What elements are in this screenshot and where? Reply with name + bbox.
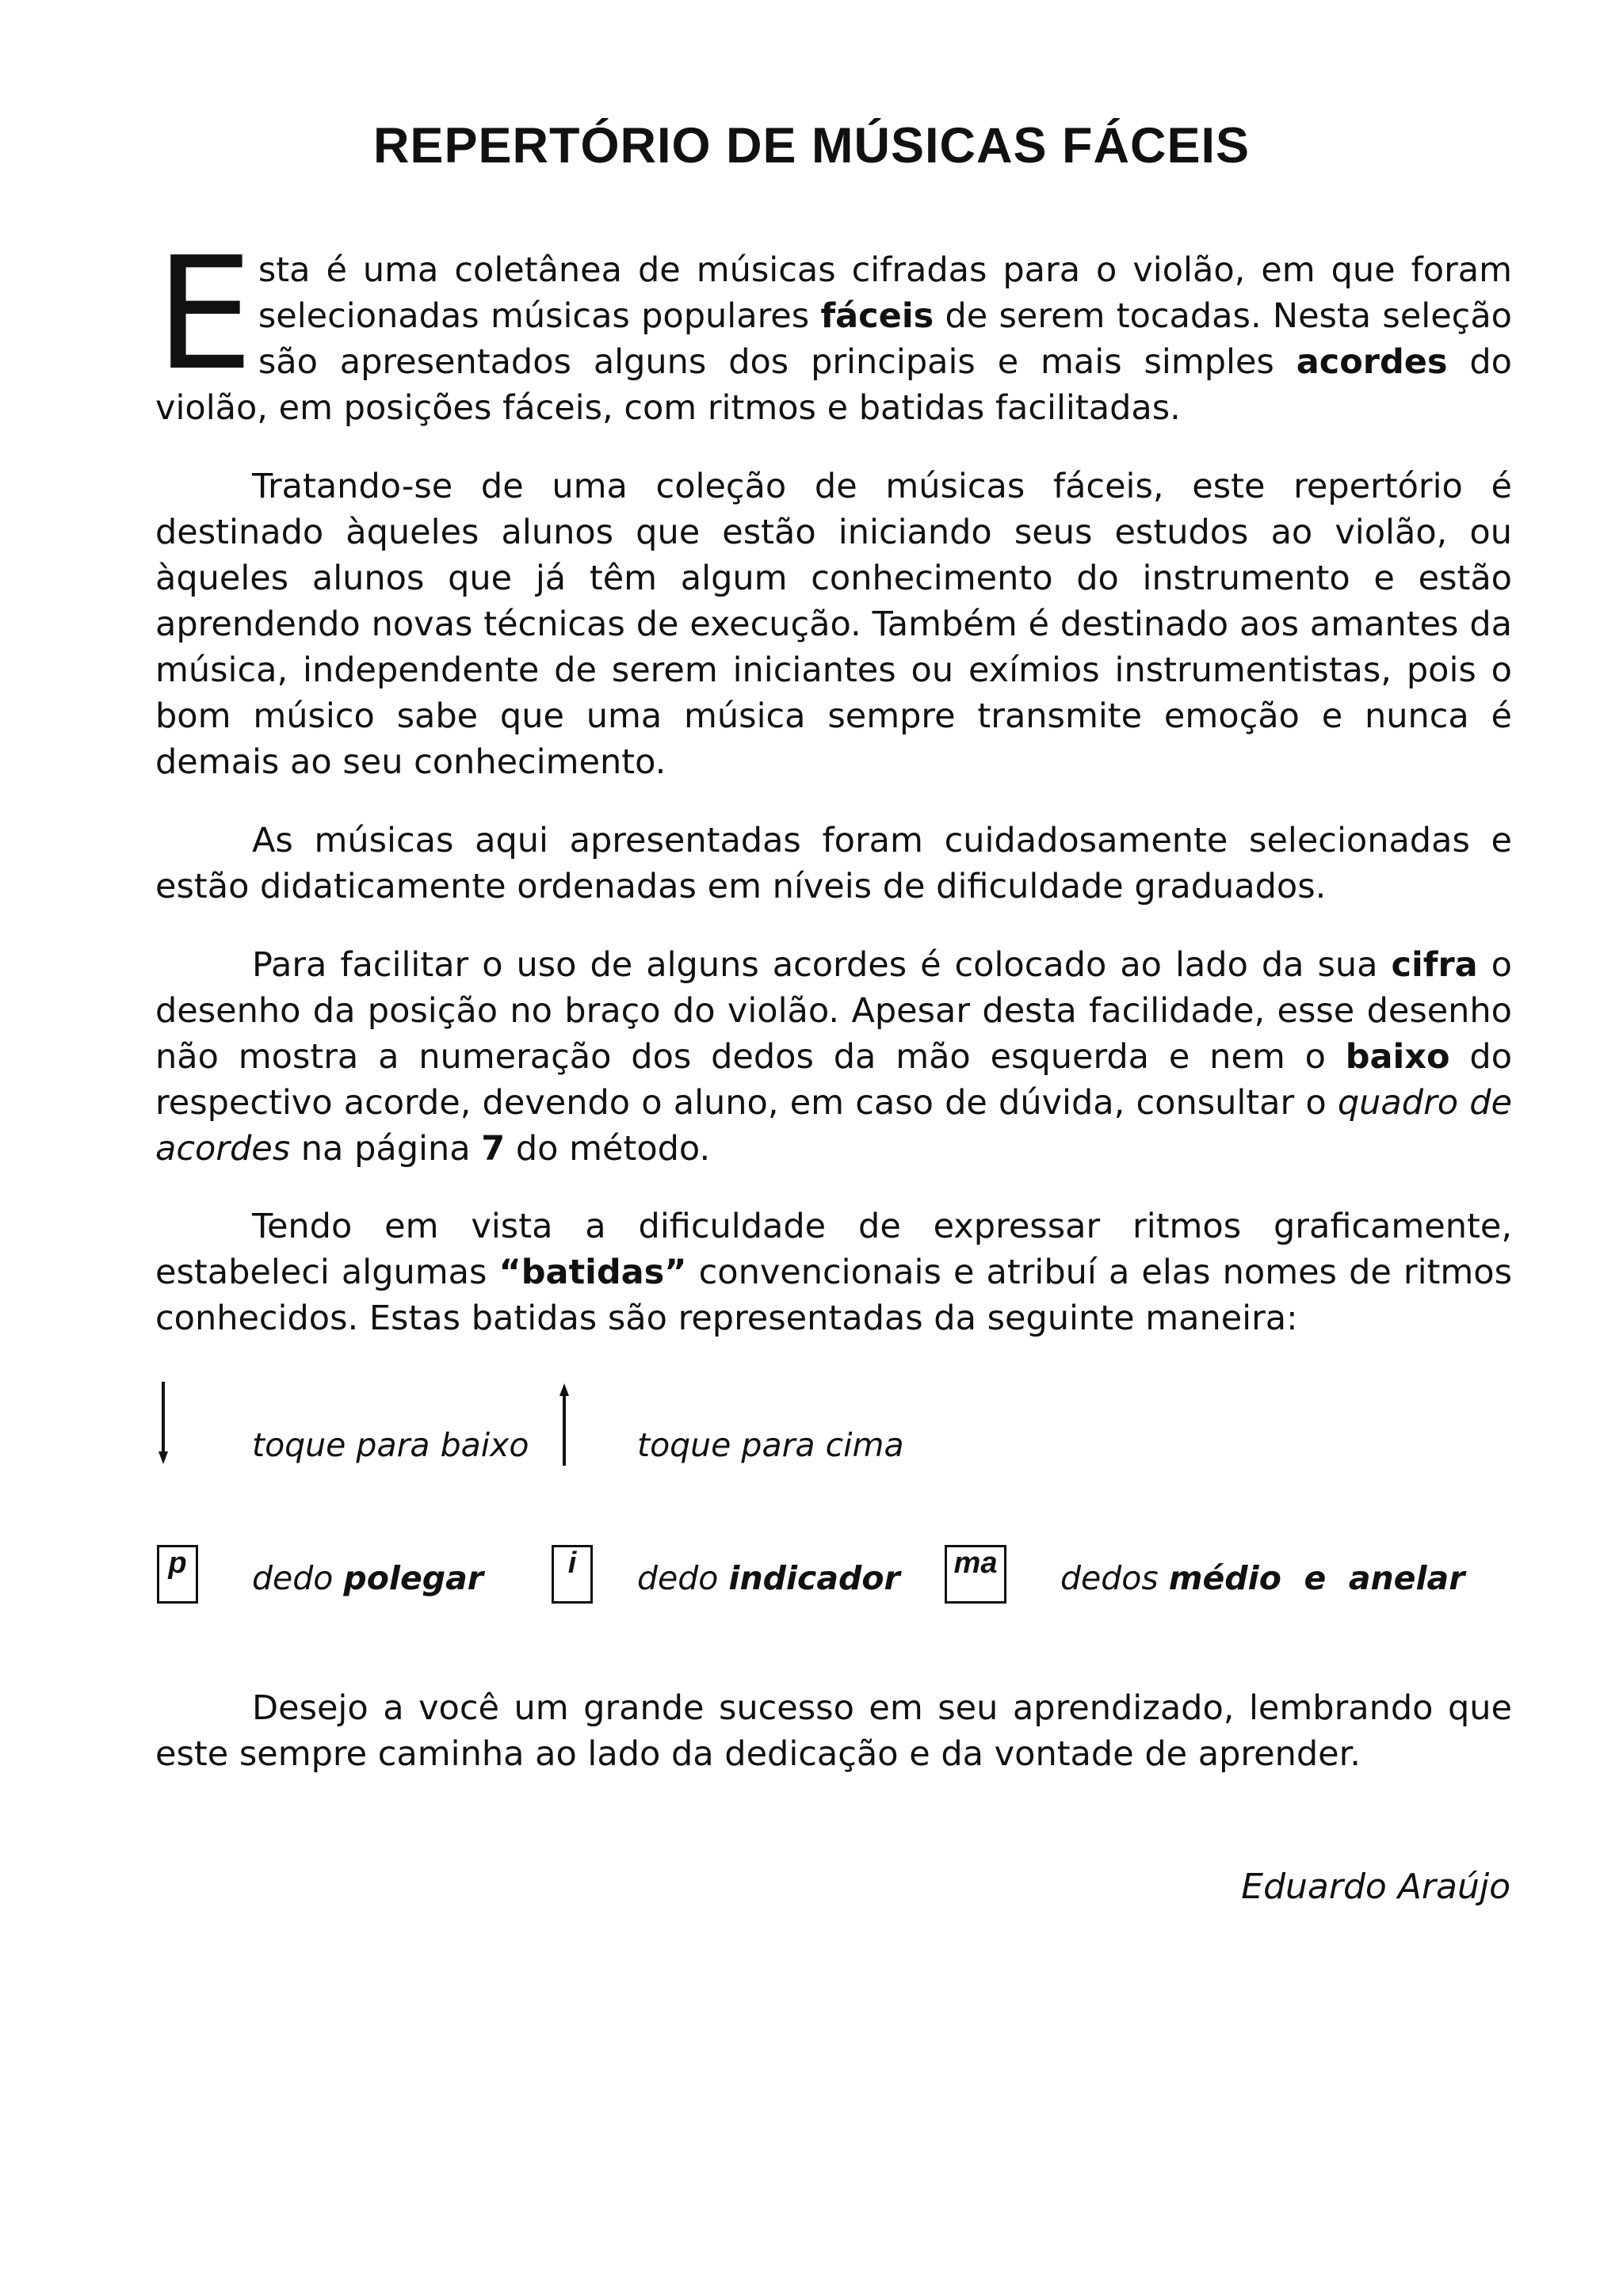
index-symbol-box: i (552, 1545, 593, 1604)
middle-ring-symbol-box: ma (945, 1545, 1006, 1604)
p4-bold-cifra: cifra (1391, 945, 1478, 985)
middle-ring-label (1060, 1559, 1465, 1597)
stroke-up-label: toque para cima (637, 1426, 904, 1464)
p5-text-1: Tendo em vista a dificuldade de expressar ritmos graficamente, estabeleci algumas (155, 1207, 1512, 1292)
paragraph-audience: Tratando-se de uma coleção de músicas fáceis, este repertório é destinado àqueles alunos que estão iniciando seus estudos ao violão, ou àqueles alunos que já têm algum conhecimento do instrumento e estão aprendendo novas técnicas de execução. Também é destinado aos amantes da música, independente de serem iniciantes ou exímios instrumentistas, pois o bom músico sabe que uma música sempre transmite emoção e nunca é demais ao seu conhecimento. (155, 467, 1512, 782)
intro-text-2: de serem tocadas. Nesta seleção são apresentados alguns dos principais e mais simples (258, 296, 1512, 382)
p4-text-1: Para facilitar o uso de alguns acordes é colocado ao lado da sua (252, 945, 1392, 985)
middle-ring-prefix: dedos (1060, 1559, 1169, 1597)
ring-name: anelar (1348, 1559, 1465, 1597)
author-signature: Eduardo Araújo (1241, 1867, 1510, 1907)
index-name: indicador (728, 1559, 900, 1597)
p4-text-3: do respectivo acorde, devendo o aluno, em caso de dúvida, consultar o (155, 1037, 1513, 1123)
paragraph-strokes-intro (155, 1203, 1512, 1341)
paragraph-chord-diagrams (155, 942, 1512, 1172)
thumb-symbol-box: p (157, 1545, 198, 1604)
middle-name: médio (1168, 1559, 1281, 1597)
intro-text-3: do violão, em posições fáceis, com ritmos e batidas facilitadas. (155, 342, 1512, 428)
stroke-legend (0, 1380, 1623, 1464)
arrow-down-icon (155, 1380, 171, 1467)
intro-bold-faceis: fáceis (820, 296, 934, 336)
intro-bold-acordes: acordes (1296, 342, 1448, 382)
drop-cap: E (155, 224, 254, 405)
p5-bold-batidas: “batidas” (498, 1253, 687, 1292)
thumb-name: polegar (343, 1559, 484, 1597)
paragraph-selection: As músicas aqui apresentadas foram cuidadosamente selecionadas e estão didaticamente ordenadas em níveis de dificuldade graduados. (155, 821, 1512, 906)
p4-text-2: o desenho da posição no braço do violão. Apesar desta facilidade, esse desenho não mostra a numeração dos dedos da mão esquerda e nem o (155, 945, 1512, 1077)
intro-text-1: sta é uma coletânea de músicas cifradas para o violão, em que foram selecionadas músicas populares (258, 250, 1512, 336)
thumb-label (252, 1559, 483, 1597)
p4-text-4: na página (290, 1129, 482, 1169)
paragraph-closing: Desejo a você um grande sucesso em seu aprendizado, lembrando que este sempre caminha ao lado da dedicação e da vontade de aprender. (155, 1688, 1512, 1774)
p4-bold-page: 7 (481, 1129, 506, 1169)
p4-italic-quadro: quadro de acordes (155, 1083, 1512, 1169)
index-prefix: dedo (637, 1559, 729, 1597)
intro-paragraph (155, 224, 1512, 431)
arrow-up-icon (556, 1380, 572, 1467)
stroke-down-label: toque para baixo (252, 1426, 529, 1464)
page-title: REPERTÓRIO DE MÚSICAS FÁCEIS (372, 118, 1251, 174)
conjunction: e (1304, 1559, 1327, 1597)
finger-legend (0, 1545, 1623, 1616)
index-label (637, 1559, 900, 1597)
p5-text-2: convencionais e atribuí a elas nomes de ritmos conhecidos. Estas batidas são representadas da seguinte maneira: (155, 1253, 1513, 1338)
thumb-prefix: dedo (252, 1559, 344, 1597)
p4-bold-baixo: baixo (1345, 1037, 1450, 1077)
p4-text-5: do método. (505, 1129, 711, 1169)
